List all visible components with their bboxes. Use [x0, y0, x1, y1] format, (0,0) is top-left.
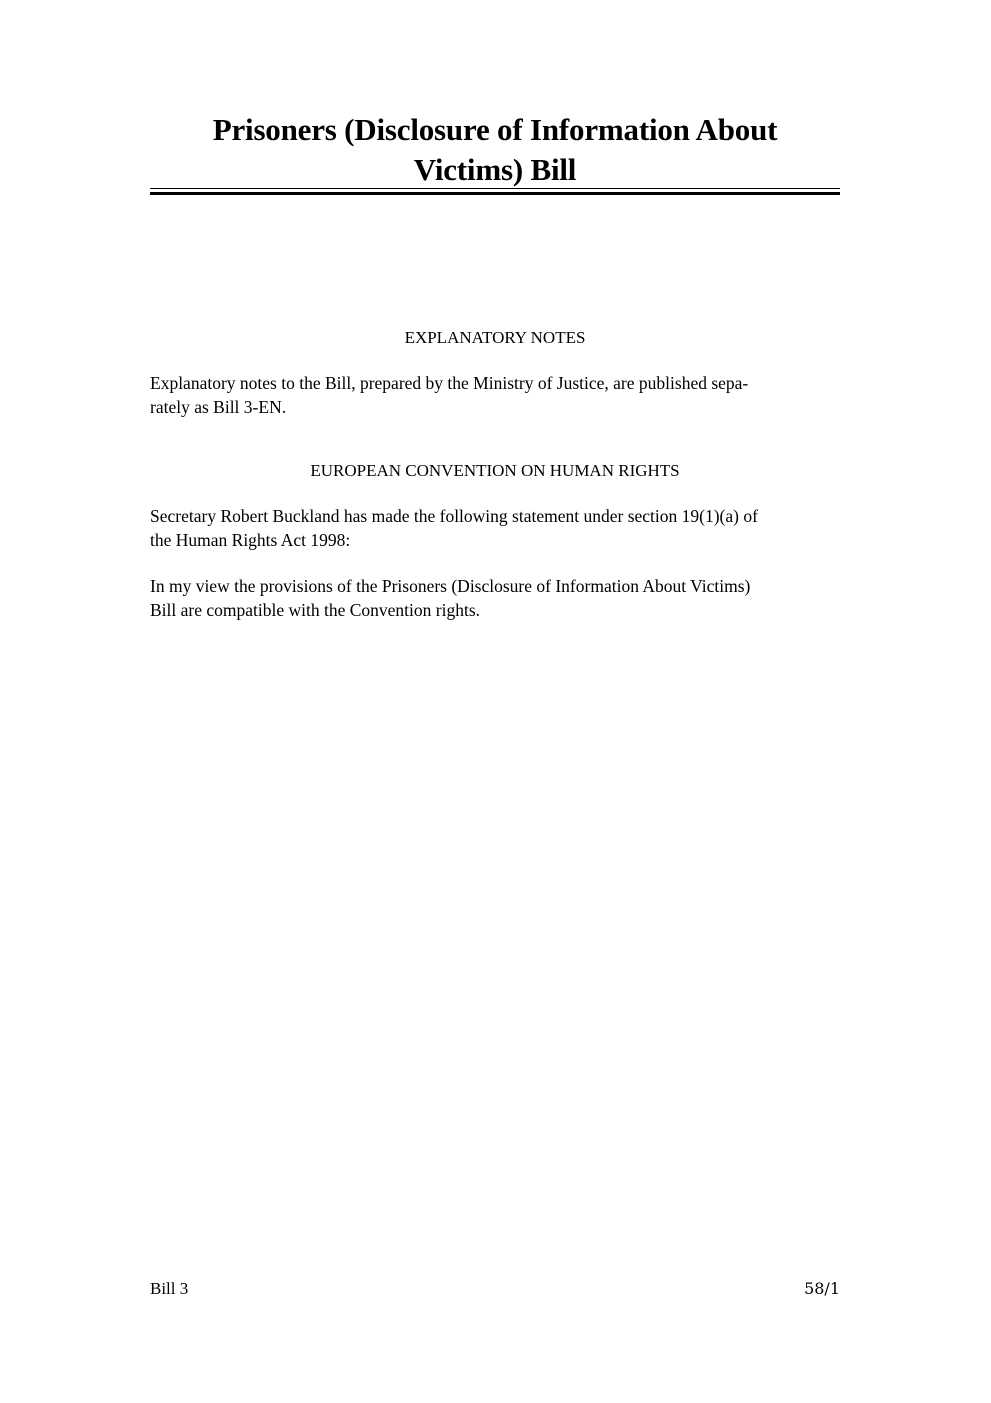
explanatory-notes-line-1: Explanatory notes to the Bill, prepared by the Ministry of Justice, are published sepa- [150, 373, 749, 393]
echr-statement-line-2: the Human Rights Act 1998: [150, 530, 351, 550]
echr-statement-paragraph [150, 504, 840, 552]
echr-view-line-2: Bill are compatible with the Convention rights. [150, 600, 481, 620]
footer-bill-number: Bill 3 [150, 1279, 189, 1298]
explanatory-notes-line-2: rately as Bill 3-EN. [150, 397, 287, 417]
explanatory-notes-heading: EXPLANATORY NOTES [404, 328, 586, 347]
title-rule-thick [150, 192, 840, 195]
title-rule-thin [150, 188, 840, 189]
echr-heading: EUROPEAN CONVENTION ON HUMAN RIGHTS [310, 461, 680, 480]
echr-view-paragraph [150, 574, 840, 622]
bill-title-line-1: Prisoners (Disclosure of Information About [212, 112, 778, 147]
echr-statement-line-1: Secretary Robert Buckland has made the following statement under section 19(1)(a) of [150, 506, 758, 526]
echr-view-line-1: In my view the provisions of the Prisoners (Disclosure of Information About Victims) [150, 576, 751, 596]
bill-title-line-2: Victims) Bill [413, 152, 577, 187]
bill-title [150, 110, 840, 190]
explanatory-notes-paragraph [150, 371, 840, 419]
footer-page-reference: 58/1 [804, 1279, 840, 1298]
